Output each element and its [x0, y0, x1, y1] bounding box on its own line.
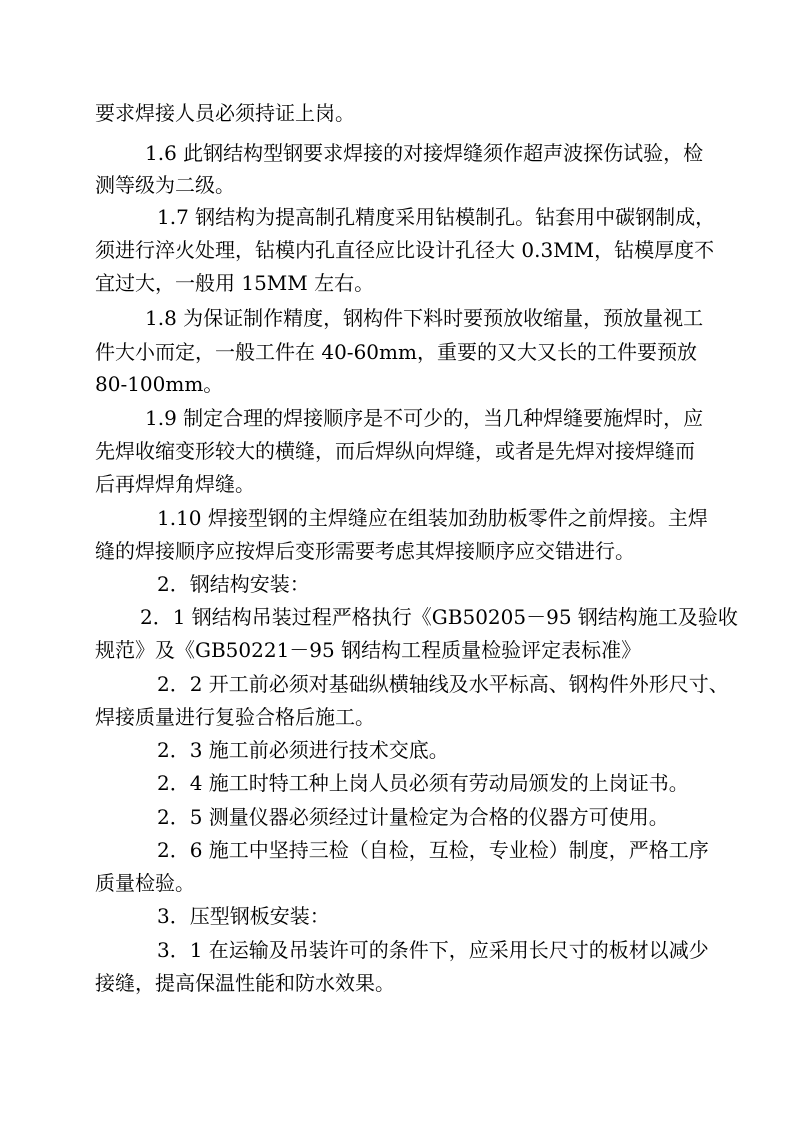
text-line: 要求焊接人员必须持证上岗。 [95, 101, 355, 125]
text-line: 1.10 焊接型钢的主焊缝应在组装加劲肋板零件之前焊接。主焊 [157, 506, 708, 530]
text-line: 须进行淬火处理，钻模内孔直径应比设计孔径大 0.3MM，钻模厚度不 [95, 238, 715, 262]
text-line: 缝的焊接顺序应按焊后变形需要考虑其焊接顺序应交错进行。 [95, 539, 635, 563]
text-line: 2．2 开工前必须对基础纵横轴线及水平标高、钢构件外形尺寸、 [157, 672, 729, 696]
text-line: 2．6 施工中坚持三检（自检，互检，专业检）制度，严格工序 [157, 838, 709, 862]
text-line: 3．压型钢板安装： [157, 904, 330, 928]
text-line: 后再焊焊角焊缝。 [95, 472, 255, 496]
text-line: 1.8 为保证制作精度，钢构件下料时要预放收缩量，预放量视工 [145, 306, 704, 330]
text-line: 80-100mm。 [95, 372, 224, 396]
text-line: 1.9 制定合理的焊接顺序是不可少的，当几种焊缝要施焊时，应 [145, 406, 704, 430]
text-line: 质量检验。 [95, 871, 195, 895]
text-line: 宜过大，一般用 15MM 左右。 [95, 271, 375, 295]
text-line: 先焊收缩变形较大的横缝，而后焊纵向焊缝，或者是先焊对接焊缝而 [95, 439, 695, 463]
text-line: 2．4 施工时特工种上岗人员必须有劳动局颁发的上岗证书。 [157, 771, 689, 795]
text-line: 2．5 测量仪器必须经过计量检定为合格的仪器方可使用。 [157, 805, 669, 829]
text-line: 2．钢结构安装： [157, 572, 310, 596]
text-line: 1.6 此钢结构型钢要求焊接的对接焊缝须作超声波探伤试验，检 [145, 141, 704, 165]
text-line: 2．3 施工前必须进行技术交底。 [157, 738, 449, 762]
text-line: 规范》及《GB50221－95 钢结构工程质量检验评定表标准》 [95, 638, 642, 662]
text-line: 测等级为二级。 [95, 173, 235, 197]
text-line: 接缝，提高保温性能和防水效果。 [95, 971, 395, 995]
text-line: 2．1 钢结构吊装过程严格执行《GB50205－95 钢结构施工及验收 [140, 605, 738, 629]
text-line: 1.7 钢结构为提高制孔精度采用钻模制孔。钻套用中碳钢制成， [157, 205, 716, 229]
text-line: 件大小而定，一般工件在 40-60mm，重要的又大又长的工件要预放 [95, 340, 697, 364]
text-line: 3．1 在运输及吊装许可的条件下，应采用长尺寸的板材以减少 [157, 938, 709, 962]
text-line: 焊接质量进行复验合格后施工。 [95, 705, 375, 729]
